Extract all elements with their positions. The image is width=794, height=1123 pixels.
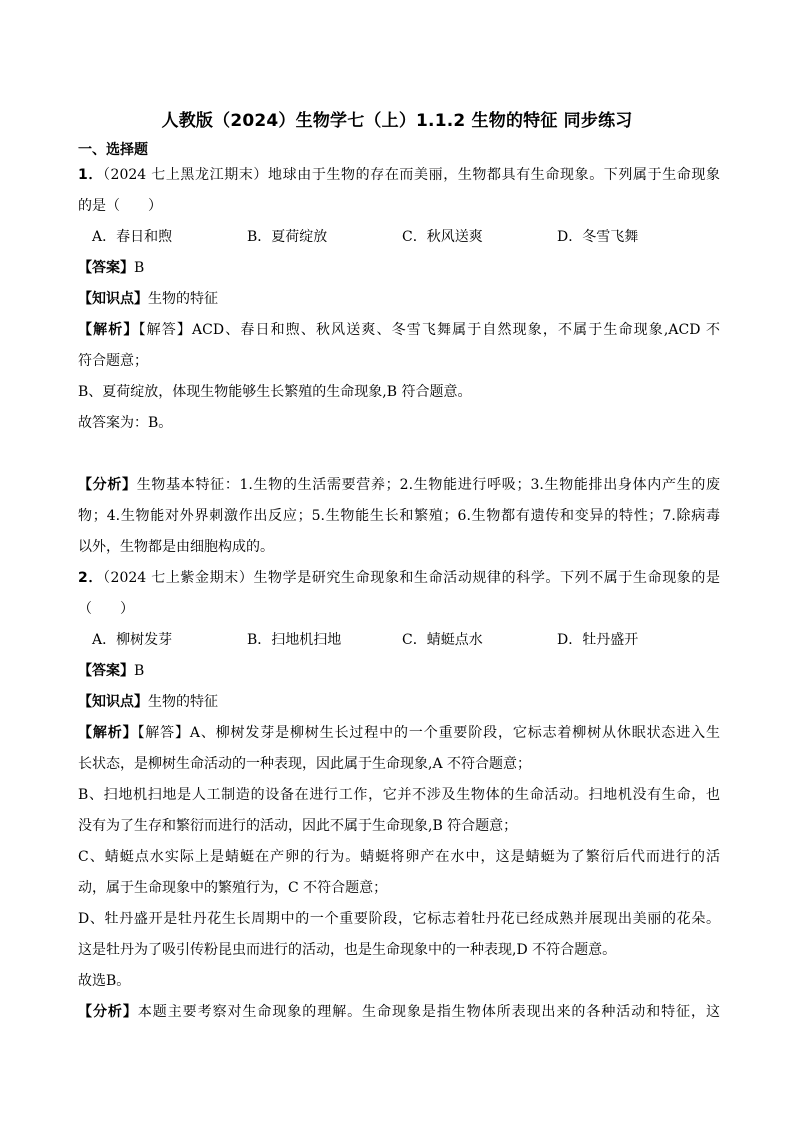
q2-stem-line1 [78, 563, 720, 594]
q2-option-b: B．扫地机扫地 [247, 632, 342, 648]
q1-analysis-line4: 故答案为：B。 [78, 415, 173, 431]
q1-option-a: A．春日和煦 [92, 229, 173, 245]
q2-knowledge-label: 【知识点】 [78, 694, 148, 710]
q2-number: 2． [78, 570, 103, 586]
q1-option-c: C．秋风送爽 [402, 229, 483, 245]
q1-fenxi-line1 [78, 470, 720, 501]
q2-stem: 生物学是研究生命现象和生命活动规律的科学。下列不属于生命现象的是 [253, 570, 720, 586]
q2-analysis-line3: B、扫地机扫地是人工制造的设备在进行工作，它并不涉及生物体的生命活动。扫地机没有生命，也 [78, 787, 720, 803]
q1-option-d: D．冬雪飞舞 [557, 229, 639, 245]
q1-stem: 地球由于生物的存在而美丽，生物都具有生命现象。下列属于生命现象 [268, 167, 720, 183]
q1-source: （2024 七上黑龙江期末） [102, 167, 269, 183]
q2-analysis-line2: 长状态，是柳树生命活动的一种表现，因此属于生命现象,A 不符合题意； [78, 756, 532, 772]
section-heading: 一、选择题 [78, 142, 148, 158]
q2-answer [78, 656, 720, 687]
q2-analysis-line6: 动，属于生命现象中的繁殖行为，C 不符合题意； [78, 880, 388, 896]
q1-fenxi-line3: 以外，生物都是由细胞构成的。 [78, 539, 274, 555]
q1-fenxi-label: 【分析】 [78, 477, 137, 493]
q2-answer-value: B [134, 663, 145, 679]
q1-fenxi-line2: 物；4.生物能对外界刺激作出反应；5.生物能生长和繁殖；6.生物都有遗传和变异的特性；7.除病毒 [78, 508, 720, 524]
q2-answer-label: 【答案】 [78, 663, 134, 679]
q2-analysis-line4: 没有为了生存和繁衍而进行的活动，因此不属于生命现象,B 符合题意； [78, 818, 518, 834]
q1-answer [78, 253, 720, 284]
q1-analysis-line1 [78, 315, 720, 346]
q1-options [78, 222, 720, 253]
q1-knowledge-label: 【知识点】 [78, 291, 148, 307]
q1-stem-line1 [78, 160, 720, 191]
q1-analysis-label: 【解析】 [78, 322, 139, 338]
q2-fenxi-label: 【分析】 [78, 1004, 138, 1020]
q2-option-d: D．牡丹盛开 [557, 632, 639, 648]
q2-analysis-line7: D、牡丹盛开是牡丹花生长周期中的一个重要阶段，它标志着牡丹花已经成熟并展现出美丽的花朵。 [78, 911, 720, 927]
q1-option-b: B．夏荷绽放 [247, 229, 328, 245]
q2-analysis-line5: C、蜻蜓点水实际上是蜻蜓在产卵的行为。蜻蜓将卵产在水中，这是蜻蜓为了繁衍后代而进行的活 [78, 849, 720, 865]
q2-knowledge [78, 687, 720, 718]
q1-knowledge [78, 284, 720, 315]
q1-number: 1． [78, 167, 103, 183]
q1-knowledge-value: 生物的特征 [148, 291, 218, 307]
q1-analysis-text1: ACD、春日和煦、秋风送爽、冬雪飞舞属于自然现象，不属于生命现象,ACD 不 [192, 322, 720, 338]
q1-analysis-line3: B、夏荷绽放，体现生物能够生长繁殖的生命现象,B 符合题意。 [78, 384, 472, 400]
q2-fenxi-text1: 本题主要考察对生命现象的理解。生命现象是指生物体所表现出来的各种活动和特征，这 [137, 1004, 720, 1020]
q2-options [78, 625, 720, 656]
q1-fenxi-text1: 生物基本特征：1.生物的生活需要营养；2.生物能进行呼吸；3.生物能排出身体内产生的废 [136, 477, 720, 493]
q2-analysis-label: 【解析】 [78, 725, 138, 741]
q2-knowledge-value: 生物的特征 [148, 694, 218, 710]
q2-fenxi-line1 [78, 997, 720, 1028]
q1-analysis-line2: 符合题意； [78, 353, 148, 369]
q2-analysis-text1: A、柳树发芽是柳树生长过程中的一个重要阶段，它标志着柳树从休眠状态进入生 [189, 725, 720, 741]
q1-answer-label: 【答案】 [78, 260, 134, 276]
q1-stem-line2: 的是（ ） [78, 198, 162, 214]
q2-option-a: A．柳树发芽 [92, 632, 173, 648]
q2-stem-line2: （ ） [78, 601, 134, 617]
q2-source: （2024 七上紫金期末） [102, 570, 254, 586]
question-list [78, 160, 720, 1028]
q1-answer-value: B [134, 260, 145, 276]
spacer [78, 439, 720, 470]
q2-analysis-line1 [78, 718, 720, 749]
q2-analysis-line9: 故选B。 [78, 973, 131, 989]
q2-analysis-line8: 这是牡丹为了吸引传粉昆虫而进行的活动，也是生命现象中的一种表现,D 不符合题意。 [78, 942, 617, 958]
q2-option-c: C．蜻蜓点水 [402, 632, 483, 648]
page-title: 人教版（2024）生物学七（上）1.1.2 生物的特征 同步练习 [161, 111, 633, 131]
q2-solve-label: 【解答】 [137, 725, 190, 741]
q1-solve-label: 【解答】 [138, 322, 193, 338]
